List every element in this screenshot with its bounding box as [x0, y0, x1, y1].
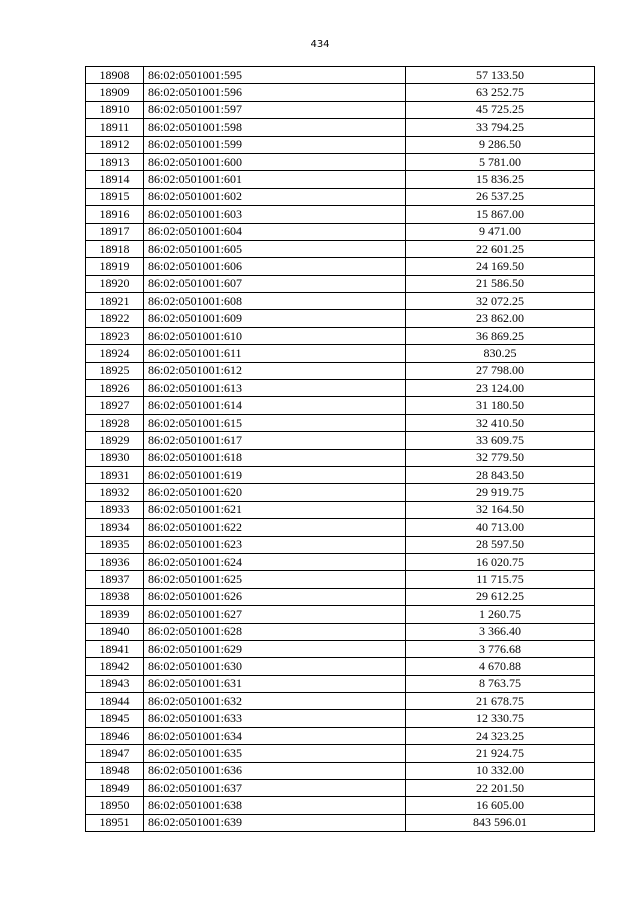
row-number-cell: 18912	[86, 136, 144, 153]
row-number-cell: 18946	[86, 727, 144, 744]
cadastral-number-cell: 86:02:0501001:613	[144, 380, 406, 397]
cadastral-number-cell: 86:02:0501001:626	[144, 588, 406, 605]
table-row	[86, 345, 595, 362]
cadastral-value-cell: 26 537.25	[406, 188, 595, 205]
cadastral-value-cell: 830.25	[406, 345, 595, 362]
cadastral-value-table	[85, 66, 595, 832]
row-number-cell: 18921	[86, 293, 144, 310]
row-number-cell: 18942	[86, 658, 144, 675]
table-row	[86, 223, 595, 240]
row-number-cell: 18936	[86, 553, 144, 570]
cadastral-value-cell: 10 332.00	[406, 762, 595, 779]
cadastral-value-cell: 33 794.25	[406, 119, 595, 136]
cadastral-number-cell: 86:02:0501001:631	[144, 675, 406, 692]
cadastral-number-cell: 86:02:0501001:600	[144, 153, 406, 170]
cadastral-value-cell: 36 869.25	[406, 327, 595, 344]
cadastral-value-cell: 28 843.50	[406, 466, 595, 483]
cadastral-number-cell: 86:02:0501001:596	[144, 84, 406, 101]
cadastral-number-cell: 86:02:0501001:609	[144, 310, 406, 327]
table-row	[86, 119, 595, 136]
cadastral-number-cell: 86:02:0501001:634	[144, 727, 406, 744]
cadastral-value-cell: 57 133.50	[406, 67, 595, 84]
row-number-cell: 18918	[86, 240, 144, 257]
table-row	[86, 745, 595, 762]
table-row	[86, 519, 595, 536]
row-number-cell: 18927	[86, 397, 144, 414]
cadastral-number-cell: 86:02:0501001:639	[144, 814, 406, 831]
row-number-cell: 18919	[86, 258, 144, 275]
cadastral-number-cell: 86:02:0501001:617	[144, 432, 406, 449]
cadastral-number-cell: 86:02:0501001:601	[144, 171, 406, 188]
cadastral-number-cell: 86:02:0501001:619	[144, 466, 406, 483]
page-number: 434	[310, 39, 330, 50]
table-row	[86, 588, 595, 605]
cadastral-number-cell: 86:02:0501001:623	[144, 536, 406, 553]
table-row	[86, 466, 595, 483]
cadastral-number-cell: 86:02:0501001:633	[144, 710, 406, 727]
cadastral-number-cell: 86:02:0501001:625	[144, 571, 406, 588]
cadastral-value-cell: 24 169.50	[406, 258, 595, 275]
cadastral-value-cell: 12 330.75	[406, 710, 595, 727]
cadastral-value-cell: 22 201.50	[406, 780, 595, 797]
row-number-cell: 18930	[86, 449, 144, 466]
table-row	[86, 414, 595, 431]
row-number-cell: 18932	[86, 484, 144, 501]
cadastral-number-cell: 86:02:0501001:624	[144, 553, 406, 570]
cadastral-value-cell: 9 471.00	[406, 223, 595, 240]
row-number-cell: 18937	[86, 571, 144, 588]
table-row	[86, 727, 595, 744]
cadastral-value-cell: 843 596.01	[406, 814, 595, 831]
cadastral-value-cell: 33 609.75	[406, 432, 595, 449]
cadastral-number-cell: 86:02:0501001:628	[144, 623, 406, 640]
cadastral-number-cell: 86:02:0501001:618	[144, 449, 406, 466]
cadastral-number-cell: 86:02:0501001:607	[144, 275, 406, 292]
cadastral-number-cell: 86:02:0501001:598	[144, 119, 406, 136]
table-row	[86, 362, 595, 379]
cadastral-number-cell: 86:02:0501001:635	[144, 745, 406, 762]
table-row	[86, 310, 595, 327]
row-number-cell: 18940	[86, 623, 144, 640]
table-row	[86, 484, 595, 501]
table-row	[86, 658, 595, 675]
row-number-cell: 18935	[86, 536, 144, 553]
cadastral-value-cell: 21 678.75	[406, 693, 595, 710]
cadastral-value-cell: 22 601.25	[406, 240, 595, 257]
cadastral-value-cell: 23 862.00	[406, 310, 595, 327]
table-row	[86, 553, 595, 570]
row-number-cell: 18922	[86, 310, 144, 327]
table-row	[86, 432, 595, 449]
cadastral-number-cell: 86:02:0501001:630	[144, 658, 406, 675]
cadastral-value-cell: 27 798.00	[406, 362, 595, 379]
table-row	[86, 623, 595, 640]
cadastral-number-cell: 86:02:0501001:612	[144, 362, 406, 379]
table-row	[86, 101, 595, 118]
row-number-cell: 18947	[86, 745, 144, 762]
cadastral-number-cell: 86:02:0501001:614	[144, 397, 406, 414]
cadastral-number-cell: 86:02:0501001:597	[144, 101, 406, 118]
table-row	[86, 797, 595, 814]
cadastral-value-cell: 9 286.50	[406, 136, 595, 153]
row-number-cell: 18950	[86, 797, 144, 814]
cadastral-value-cell: 21 586.50	[406, 275, 595, 292]
table-row	[86, 780, 595, 797]
row-number-cell: 18914	[86, 171, 144, 188]
row-number-cell: 18910	[86, 101, 144, 118]
cadastral-value-cell: 1 260.75	[406, 606, 595, 623]
table-row	[86, 293, 595, 310]
cadastral-value-cell: 21 924.75	[406, 745, 595, 762]
table-row	[86, 501, 595, 518]
cadastral-value-cell: 24 323.25	[406, 727, 595, 744]
row-number-cell: 18920	[86, 275, 144, 292]
table-row	[86, 275, 595, 292]
row-number-cell: 18925	[86, 362, 144, 379]
cadastral-number-cell: 86:02:0501001:608	[144, 293, 406, 310]
cadastral-value-cell: 15 867.00	[406, 206, 595, 223]
row-number-cell: 18924	[86, 345, 144, 362]
row-number-cell: 18931	[86, 466, 144, 483]
cadastral-value-cell: 3 366.40	[406, 623, 595, 640]
cadastral-number-cell: 86:02:0501001:611	[144, 345, 406, 362]
cadastral-value-cell: 32 072.25	[406, 293, 595, 310]
cadastral-value-cell: 15 836.25	[406, 171, 595, 188]
table-row	[86, 84, 595, 101]
row-number-cell: 18929	[86, 432, 144, 449]
cadastral-number-cell: 86:02:0501001:637	[144, 780, 406, 797]
row-number-cell: 18926	[86, 380, 144, 397]
cadastral-value-cell: 32 410.50	[406, 414, 595, 431]
row-number-cell: 18923	[86, 327, 144, 344]
table-row	[86, 171, 595, 188]
row-number-cell: 18941	[86, 640, 144, 657]
cadastral-value-cell: 31 180.50	[406, 397, 595, 414]
table-row	[86, 153, 595, 170]
table-row	[86, 206, 595, 223]
row-number-cell: 18939	[86, 606, 144, 623]
table-row	[86, 606, 595, 623]
cadastral-value-cell: 63 252.75	[406, 84, 595, 101]
row-number-cell: 18911	[86, 119, 144, 136]
table-row	[86, 675, 595, 692]
table-row	[86, 640, 595, 657]
cadastral-value-cell: 29 919.75	[406, 484, 595, 501]
cadastral-number-cell: 86:02:0501001:605	[144, 240, 406, 257]
row-number-cell: 18913	[86, 153, 144, 170]
cadastral-value-cell: 8 763.75	[406, 675, 595, 692]
cadastral-value-cell: 32 164.50	[406, 501, 595, 518]
table-row	[86, 536, 595, 553]
cadastral-value-cell: 29 612.25	[406, 588, 595, 605]
table-row	[86, 710, 595, 727]
row-number-cell: 18951	[86, 814, 144, 831]
cadastral-number-cell: 86:02:0501001:606	[144, 258, 406, 275]
table-row	[86, 240, 595, 257]
cadastral-number-cell: 86:02:0501001:603	[144, 206, 406, 223]
cadastral-value-cell: 3 776.68	[406, 640, 595, 657]
table-row	[86, 397, 595, 414]
table-row	[86, 814, 595, 831]
row-number-cell: 18948	[86, 762, 144, 779]
table-row	[86, 67, 595, 84]
row-number-cell: 18949	[86, 780, 144, 797]
row-number-cell: 18909	[86, 84, 144, 101]
table-row	[86, 571, 595, 588]
cadastral-number-cell: 86:02:0501001:622	[144, 519, 406, 536]
cadastral-value-cell: 32 779.50	[406, 449, 595, 466]
cadastral-number-cell: 86:02:0501001:629	[144, 640, 406, 657]
cadastral-value-cell: 5 781.00	[406, 153, 595, 170]
row-number-cell: 18917	[86, 223, 144, 240]
cadastral-value-cell: 23 124.00	[406, 380, 595, 397]
cadastral-value-cell: 4 670.88	[406, 658, 595, 675]
table-row	[86, 693, 595, 710]
cadastral-number-cell: 86:02:0501001:615	[144, 414, 406, 431]
cadastral-number-cell: 86:02:0501001:602	[144, 188, 406, 205]
row-number-cell: 18934	[86, 519, 144, 536]
cadastral-value-cell: 45 725.25	[406, 101, 595, 118]
table-row	[86, 380, 595, 397]
cadastral-number-cell: 86:02:0501001:638	[144, 797, 406, 814]
cadastral-number-cell: 86:02:0501001:636	[144, 762, 406, 779]
row-number-cell: 18943	[86, 675, 144, 692]
table-row	[86, 327, 595, 344]
row-number-cell: 18938	[86, 588, 144, 605]
row-number-cell: 18945	[86, 710, 144, 727]
table-row	[86, 258, 595, 275]
cadastral-number-cell: 86:02:0501001:620	[144, 484, 406, 501]
row-number-cell: 18933	[86, 501, 144, 518]
table-row	[86, 762, 595, 779]
cadastral-number-cell: 86:02:0501001:621	[144, 501, 406, 518]
row-number-cell: 18908	[86, 67, 144, 84]
cadastral-value-cell: 40 713.00	[406, 519, 595, 536]
row-number-cell: 18915	[86, 188, 144, 205]
cadastral-number-cell: 86:02:0501001:595	[144, 67, 406, 84]
table-row	[86, 449, 595, 466]
table-body	[86, 67, 595, 832]
cadastral-value-cell: 28 597.50	[406, 536, 595, 553]
cadastral-number-cell: 86:02:0501001:604	[144, 223, 406, 240]
cadastral-number-cell: 86:02:0501001:610	[144, 327, 406, 344]
row-number-cell: 18916	[86, 206, 144, 223]
row-number-cell: 18928	[86, 414, 144, 431]
row-number-cell: 18944	[86, 693, 144, 710]
table-row	[86, 188, 595, 205]
cadastral-number-cell: 86:02:0501001:632	[144, 693, 406, 710]
cadastral-number-cell: 86:02:0501001:599	[144, 136, 406, 153]
cadastral-value-cell: 16 605.00	[406, 797, 595, 814]
cadastral-number-cell: 86:02:0501001:627	[144, 606, 406, 623]
table-row	[86, 136, 595, 153]
cadastral-value-cell: 11 715.75	[406, 571, 595, 588]
cadastral-value-cell: 16 020.75	[406, 553, 595, 570]
